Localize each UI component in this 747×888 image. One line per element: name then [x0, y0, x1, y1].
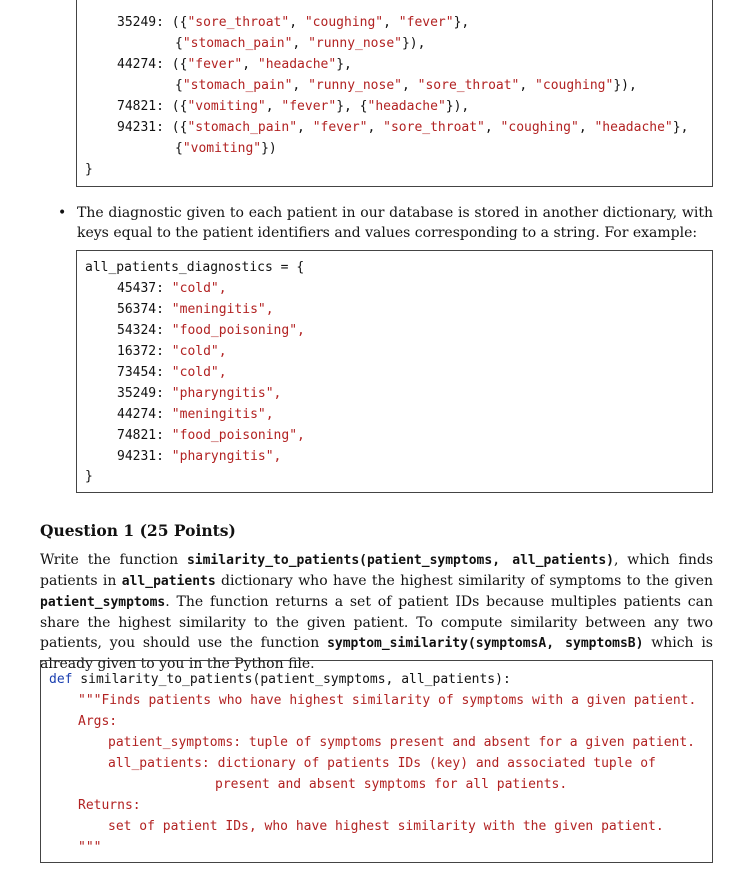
patient-id: 45437: [117, 281, 164, 296]
diagnostic-entry [117, 323, 305, 338]
code-line: all_patients_diagnostics = { [85, 260, 305, 275]
diagnosis-value: "food_poisoning", [171, 428, 305, 443]
function-name: similarity_to_patients(patient_symptoms, all_patients) [186, 553, 614, 568]
diagnostic-entry [117, 407, 274, 422]
diagnosis-value: "cold", [171, 281, 227, 296]
diagnostic-entry [117, 344, 227, 359]
patient-id: 16372: [117, 344, 164, 359]
code-block-symptoms [76, 0, 713, 187]
diagnosis-value: "cold", [171, 344, 227, 359]
function-name: symptom_similarity(symptomsA, symptomsB) [327, 636, 644, 651]
code-line: 74821: ({"vomiting", "fever"}, {"headache"}), [117, 99, 470, 114]
diagnosis-value: "cold", [171, 365, 227, 380]
docstring-line: set of patient IDs, who have highest similarity with the given patient. [108, 819, 664, 834]
docstring-line: all_patients: dictionary of patients IDs (key) and associated tuple of [108, 756, 656, 771]
arg-name: all_patients [121, 574, 216, 589]
code-line: def similarity_to_patients(patient_symptoms, all_patients): [49, 672, 511, 687]
docstring-line: """ [78, 840, 102, 855]
patient-id: 74821: [117, 428, 164, 443]
bullet-paragraph: The diagnostic given to each patient in our database is stored in another dictionary, with keys equal to the patient identifiers and values corresponding to a string. For example: [77, 205, 713, 241]
closing-brace: } [85, 469, 93, 484]
docstring-line: present and absent symptoms for all patients. [215, 777, 568, 792]
question-paragraph: Write the function similarity_to_patients(patient_symptoms, all_patients), which finds patients in all_patients dictionary who have the highest similarity of symptoms to the given patient_symptoms. The function returns a set of patient IDs because multiples patients can share the highest similarity to the given patient. To compute similarity between any two patients, you should use the function symptom_similarity(symptomsA, symptomsB) which is already given to you in the Python file. [40, 552, 714, 672]
patient-id: 35249: [117, 386, 164, 401]
arg-name: patient_symptoms [40, 595, 166, 610]
diagnosis-value: "pharyngitis", [171, 449, 282, 464]
diagnosis-value: "meningitis", [171, 407, 274, 422]
diagnosis-value: "meningitis", [171, 302, 274, 317]
code-block-function [40, 660, 713, 863]
code-block-diagnostics [76, 250, 713, 493]
patient-id: 54324: [117, 323, 164, 338]
patient-id: 73454: [117, 365, 164, 380]
bullet-marker: • [58, 205, 67, 221]
docstring-line: patient_symptoms: tuple of symptoms present and absent for a given patient. [108, 735, 695, 750]
docstring-line: """Finds patients who have highest similarity of symptoms with a given patient. [78, 693, 697, 708]
patient-id: 56374: [117, 302, 164, 317]
patient-id: 94231: [117, 449, 164, 464]
diagnostic-entry [117, 302, 274, 317]
patient-id: 44274: [117, 407, 164, 422]
code-line: {"vomiting"}) [175, 141, 277, 156]
closing-brace: } [85, 162, 93, 177]
docstring-line: Args: [78, 714, 118, 729]
diagnostic-entry [117, 449, 281, 464]
diagnostic-entry [117, 281, 227, 296]
diagnostic-entry [117, 428, 305, 443]
code-line: 35249: ({"sore_throat", "coughing", "fever"}, [117, 15, 470, 30]
diagnosis-value: "food_poisoning", [171, 323, 305, 338]
code-line: 44274: ({"fever", "headache"}, [117, 57, 352, 72]
diagnostic-entry [117, 365, 227, 380]
diagnosis-value: "pharyngitis", [171, 386, 282, 401]
diagnostic-entry [117, 386, 281, 401]
code-line: {"stomach_pain", "runny_nose"}), [175, 36, 426, 51]
code-line: 94231: ({"stomach_pain", "fever", "sore_throat", "coughing", "headache"}, [117, 120, 689, 135]
docstring-line: Returns: [78, 798, 141, 813]
code-line: {"stomach_pain", "runny_nose", "sore_throat", "coughing"}), [175, 78, 637, 93]
question-title: Question 1 (25 Points) [40, 521, 236, 540]
